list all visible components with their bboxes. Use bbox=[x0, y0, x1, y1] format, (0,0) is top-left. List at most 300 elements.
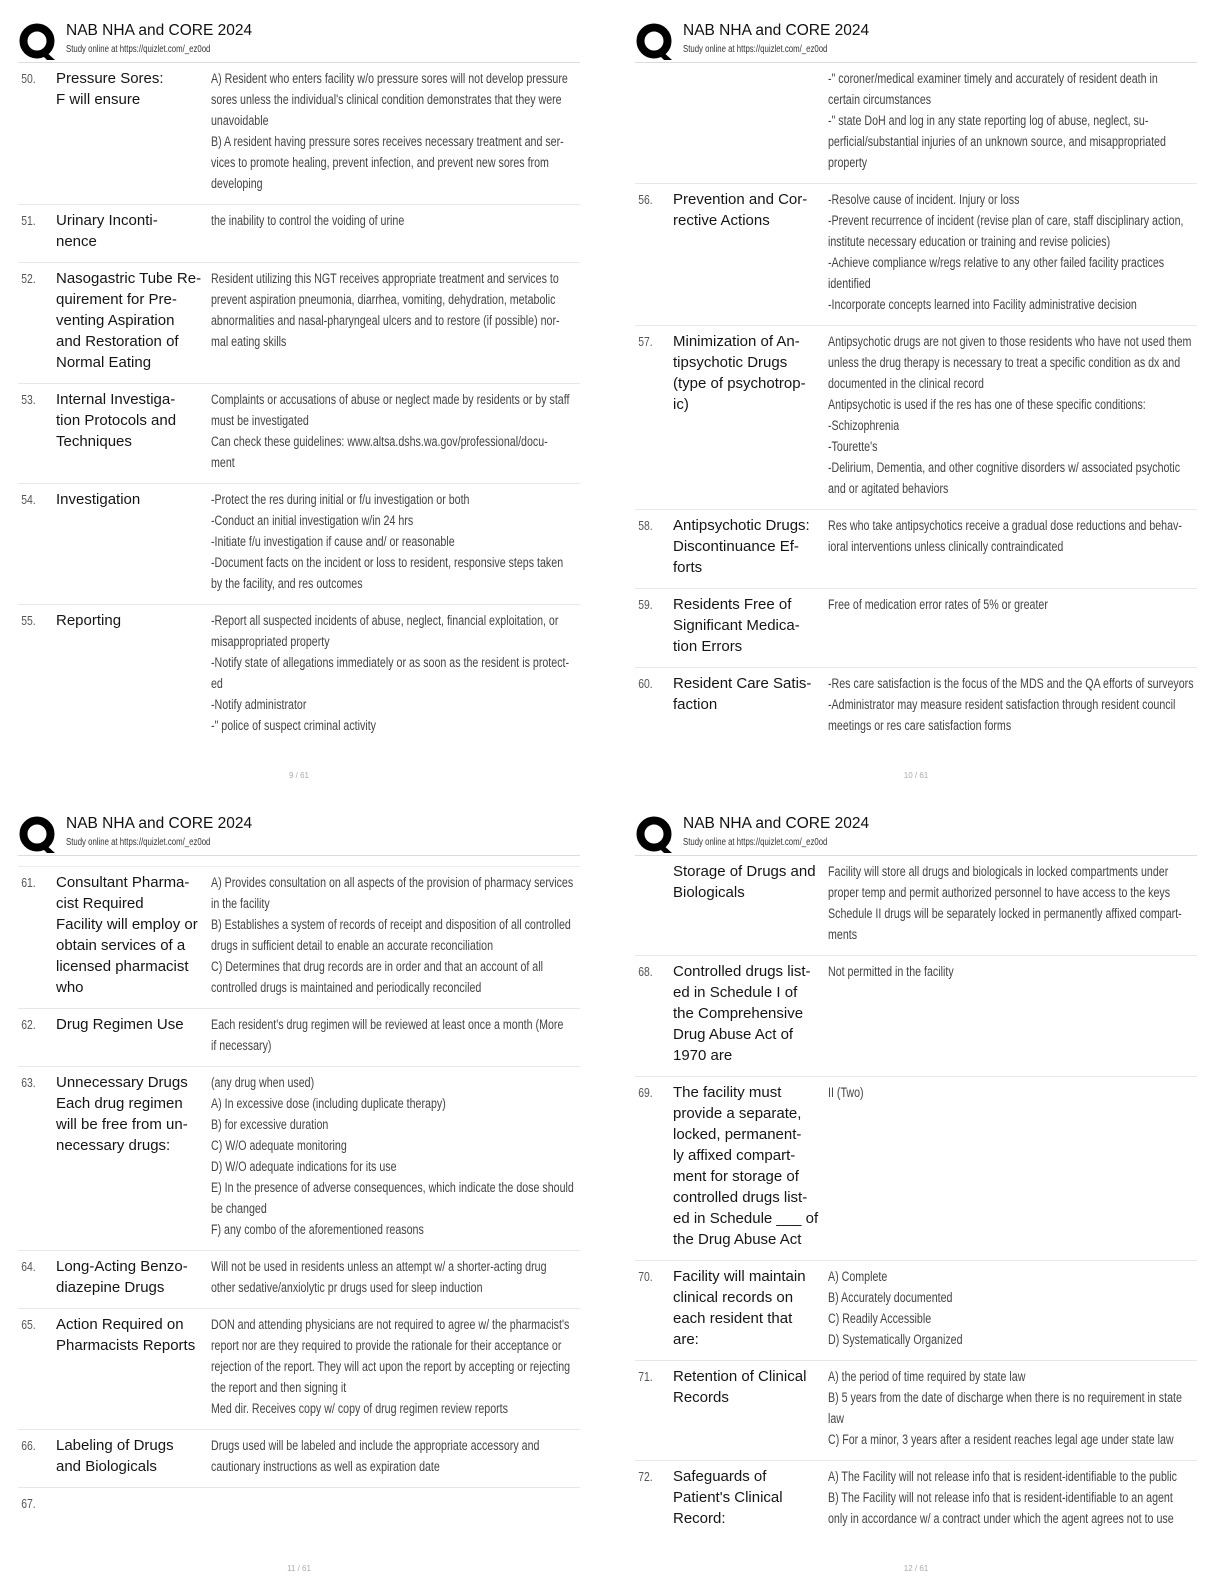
quizlet-logo-icon bbox=[18, 22, 58, 62]
page-number: 9 / 61 bbox=[288, 771, 309, 780]
term-line: Action Required on bbox=[56, 1316, 184, 1333]
term-line: Urinary Inconti- bbox=[56, 212, 158, 229]
definition-line: in the facility bbox=[211, 896, 270, 911]
term-line: Resident Care Satis- bbox=[673, 675, 812, 692]
term-line: Labeling of Drugs bbox=[56, 1437, 174, 1454]
card-term bbox=[673, 1466, 828, 1529]
flashcard-row bbox=[18, 63, 580, 205]
card-number: 57. bbox=[638, 334, 653, 349]
card-definition bbox=[211, 268, 573, 373]
term-line: Each drug regimen bbox=[56, 1095, 183, 1112]
document-page bbox=[18, 20, 580, 780]
definition-line: property bbox=[828, 155, 868, 170]
card-definition bbox=[828, 331, 1190, 499]
term-line: Investigation bbox=[56, 491, 141, 508]
term-line: Pressure Sores: bbox=[56, 70, 164, 87]
card-number: 69. bbox=[638, 1085, 653, 1100]
definition-line: be changed bbox=[211, 1201, 267, 1216]
flashcard-row bbox=[18, 867, 580, 1009]
flashcard-row bbox=[18, 1488, 580, 1524]
page-number: 11 / 61 bbox=[287, 1564, 311, 1573]
flashcard-row bbox=[635, 510, 1197, 589]
definition-line: B) for excessive duration bbox=[211, 1117, 329, 1132]
definition-line: B) Accurately documented bbox=[828, 1290, 953, 1305]
card-term bbox=[673, 331, 828, 499]
term-line: Storage of Drugs and bbox=[673, 863, 816, 880]
study-online-link[interactable]: Study online at https://quizlet.com/_ez0od bbox=[683, 837, 828, 848]
term-line: locked, permanent- bbox=[673, 1126, 802, 1143]
card-definition bbox=[211, 1014, 573, 1056]
card-definition bbox=[211, 1314, 573, 1419]
definition-line: Antipsychotic is used if the res has one of these specific conditions: bbox=[828, 397, 1146, 412]
page-number: 10 / 61 bbox=[903, 771, 929, 780]
term-line: Antipsychotic Drugs: bbox=[673, 517, 810, 534]
definition-line: -Notify administrator bbox=[211, 697, 307, 712]
term-line: Patient's Clinical bbox=[673, 1489, 783, 1506]
card-definition bbox=[828, 1366, 1190, 1450]
term-line: ly affixed compart- bbox=[673, 1147, 796, 1164]
study-online-link[interactable]: Study online at https://quizlet.com/_ez0od bbox=[683, 44, 828, 55]
term-line: Pharmacists Reports bbox=[56, 1337, 196, 1354]
definition-line: Not permitted in the facility bbox=[828, 964, 954, 979]
definition-line: A) Resident who enters facility w/o pressure sores will not develop pressure bbox=[211, 71, 568, 86]
definition-line: -Delirium, Dementia, and other cognitive disorders w/ associated psychotic bbox=[828, 460, 1181, 475]
definition-line: A) the period of time required by state law bbox=[828, 1369, 1026, 1384]
card-definition bbox=[211, 1256, 573, 1298]
definition-line: C) W/O adequate monitoring bbox=[211, 1138, 347, 1153]
card-term bbox=[56, 610, 211, 736]
card-term bbox=[673, 189, 828, 315]
card-number: 53. bbox=[21, 392, 36, 407]
definition-line: cautionary instructions as well as expiration date bbox=[211, 1459, 440, 1474]
definition-line: misappropriated property bbox=[211, 634, 330, 649]
definition-line: by the facility, and res outcomes bbox=[211, 576, 363, 591]
definition-line: Each resident's drug regimen will be reviewed at least once a month (More bbox=[211, 1017, 564, 1032]
card-term bbox=[56, 1493, 211, 1514]
card-term bbox=[56, 1314, 211, 1419]
card-term bbox=[673, 515, 828, 578]
definition-line: B) 5 years from the date of discharge when there is no requirement in state bbox=[828, 1390, 1182, 1405]
definition-line: -Resolve cause of incident. Injury or loss bbox=[828, 192, 1020, 207]
card-definition bbox=[828, 1266, 1190, 1350]
definition-line: Antipsychotic drugs are not given to those residents who have not used them bbox=[828, 334, 1192, 349]
definition-text bbox=[828, 189, 1187, 315]
flashcard-row bbox=[18, 1309, 580, 1430]
set-title: NAB NHA and CORE 2024 bbox=[683, 22, 870, 39]
definition-line: DON and attending physicians are not required to agree w/ the pharmacist's bbox=[211, 1317, 570, 1332]
definition-line: proper temp and permit authorized personnel to have access to the keys bbox=[828, 885, 1171, 900]
definition-line: Can check these guidelines: www.altsa.dshs.wa.gov/professional/docu- bbox=[211, 434, 548, 449]
definition-line: must be investigated bbox=[211, 413, 309, 428]
definition-text bbox=[828, 961, 1187, 982]
divider bbox=[18, 856, 580, 867]
definition-text bbox=[828, 515, 1187, 557]
term-line: licensed pharmacist bbox=[56, 958, 189, 975]
definition-text bbox=[211, 610, 570, 736]
term-line: tipsychotic Drugs bbox=[673, 354, 788, 371]
card-definition bbox=[211, 210, 573, 252]
term-line: Nasogastric Tube Re- bbox=[56, 270, 202, 287]
card-number: 67. bbox=[21, 1496, 36, 1511]
card-number: 60. bbox=[638, 676, 653, 691]
card-term bbox=[56, 389, 211, 473]
card-term bbox=[56, 872, 211, 998]
card-number: 52. bbox=[21, 271, 36, 286]
term-line: Long-Acting Benzo- bbox=[56, 1258, 188, 1275]
term-line: Discontinuance Ef- bbox=[673, 538, 799, 555]
term-line: Controlled drugs list- bbox=[673, 963, 811, 980]
card-term bbox=[673, 1366, 828, 1450]
definition-line: C) Determines that drug records are in order and that an account of all bbox=[211, 959, 543, 974]
document-page bbox=[635, 20, 1197, 780]
flashcard-row bbox=[635, 63, 1197, 184]
term-line: ed in Schedule I of bbox=[673, 984, 798, 1001]
flashcard-row bbox=[635, 1077, 1197, 1261]
card-number: 54. bbox=[21, 492, 36, 507]
card-term bbox=[673, 594, 828, 657]
term-line: Facility will maintain bbox=[673, 1268, 806, 1285]
card-term bbox=[56, 1014, 211, 1056]
term-line: and Biologicals bbox=[56, 1458, 157, 1475]
definition-text bbox=[211, 1256, 570, 1298]
card-number bbox=[635, 68, 665, 173]
definition-line: rejection of the report. They will act upon the report by accepting or rejecting bbox=[211, 1359, 571, 1374]
term-line: cist Required bbox=[56, 895, 144, 912]
card-number: 72. bbox=[638, 1469, 653, 1484]
definition-line: -Administrator may measure resident satisfaction through resident council bbox=[828, 697, 1176, 712]
definition-line: if necessary) bbox=[211, 1038, 272, 1053]
card-term bbox=[673, 1082, 828, 1250]
definition-line: A) The Facility will not release info that is resident-identifiable to the public bbox=[828, 1469, 1177, 1484]
card-number: 59. bbox=[638, 597, 653, 612]
card-number: 70. bbox=[638, 1269, 653, 1284]
definition-line: II (Two) bbox=[828, 1085, 864, 1100]
definition-line: and or agitated behaviors bbox=[828, 481, 949, 496]
definition-line: D) W/O adequate indications for its use bbox=[211, 1159, 397, 1174]
definition-line: A) Provides consultation on all aspects of the provision of pharmacy services bbox=[211, 875, 574, 890]
definition-line: ments bbox=[828, 927, 858, 942]
term-line: Reporting bbox=[56, 612, 122, 629]
definition-text bbox=[828, 594, 1187, 615]
flashcard-row bbox=[18, 484, 580, 605]
card-definition bbox=[211, 1493, 573, 1514]
term-line: Minimization of An- bbox=[673, 333, 800, 350]
study-online-link[interactable]: Study online at https://quizlet.com/_ez0od bbox=[66, 837, 211, 848]
card-number: 51. bbox=[21, 213, 36, 228]
set-title: NAB NHA and CORE 2024 bbox=[683, 815, 870, 832]
definition-line: B) Establishes a system of records of receipt and disposition of all controlled bbox=[211, 917, 571, 932]
definition-text bbox=[211, 68, 570, 194]
card-definition bbox=[211, 1435, 573, 1477]
flashcard-row bbox=[18, 605, 580, 746]
definition-line: Med dir. Receives copy w/ copy of drug regimen review reports bbox=[211, 1401, 508, 1416]
flashcard-row bbox=[635, 956, 1197, 1077]
definition-line: unless the drug therapy is necessary to treat a specific condition as dx and bbox=[828, 355, 1181, 370]
definition-line: Resident utilizing this NGT receives appropriate treatment and services to bbox=[211, 271, 559, 286]
definition-line: prevent aspiration pneumonia, diarrhea, vomiting, dehydration, metabolic bbox=[211, 292, 556, 307]
definition-text bbox=[211, 1072, 574, 1240]
term-line: Safeguards of bbox=[673, 1468, 767, 1485]
term-line: Drug Regimen Use bbox=[56, 1016, 184, 1033]
definition-line: institute necessary education or training and revise policies) bbox=[828, 234, 1111, 249]
definition-line: Complaints or accusations of abuse or neglect made by residents or by staff bbox=[211, 392, 570, 407]
definition-line: Drugs used will be labeled and include the appropriate accessory and bbox=[211, 1438, 540, 1453]
definition-text bbox=[828, 68, 1187, 173]
study-online-link[interactable]: Study online at https://quizlet.com/_ez0od bbox=[66, 44, 211, 55]
definition-line: -Incorporate concepts learned into Facility administrative decision bbox=[828, 297, 1137, 312]
definition-line: (any drug when used) bbox=[211, 1075, 315, 1090]
term-line: (type of psychotrop- bbox=[673, 375, 806, 392]
definition-text bbox=[828, 1266, 1187, 1350]
definition-line: ed bbox=[211, 676, 223, 691]
card-term bbox=[56, 489, 211, 594]
card-definition bbox=[828, 1466, 1190, 1529]
card-number: 64. bbox=[21, 1259, 36, 1274]
term-line: Prevention and Cor- bbox=[673, 191, 808, 208]
card-term bbox=[673, 961, 828, 1066]
card-definition bbox=[211, 489, 573, 594]
card-number: 55. bbox=[21, 613, 36, 628]
definition-text bbox=[828, 861, 1187, 945]
definition-line: C) For a minor, 3 years after a resident reaches legal age under state law bbox=[828, 1432, 1174, 1447]
card-definition bbox=[828, 961, 1190, 1066]
definition-line: -Conduct an initial investigation w/in 24 hrs bbox=[211, 513, 414, 528]
definition-line: documented in the clinical record bbox=[828, 376, 984, 391]
card-term bbox=[56, 210, 211, 252]
term-line: provide a separate, bbox=[673, 1105, 802, 1122]
definition-text bbox=[211, 389, 570, 473]
definition-line: C) Readily Accessible bbox=[828, 1311, 932, 1326]
definition-line: developing bbox=[211, 176, 263, 191]
term-line: forts bbox=[673, 559, 703, 576]
definition-line: ment bbox=[211, 455, 235, 470]
definition-text bbox=[828, 673, 1194, 736]
card-definition bbox=[828, 189, 1190, 315]
definition-text bbox=[828, 331, 1192, 499]
definition-text bbox=[211, 489, 570, 594]
card-definition bbox=[211, 872, 573, 998]
flashcard-row bbox=[18, 384, 580, 484]
card-term bbox=[56, 1072, 211, 1240]
flashcard-row bbox=[635, 326, 1197, 510]
card-term bbox=[673, 673, 828, 736]
definition-line: F) any combo of the aforementioned reasons bbox=[211, 1222, 424, 1237]
flashcard-row bbox=[18, 205, 580, 263]
card-term bbox=[56, 268, 211, 373]
term-line: quirement for Pre- bbox=[56, 291, 177, 308]
document-page bbox=[18, 813, 580, 1573]
definition-line: -" police of suspect criminal activity bbox=[211, 718, 377, 733]
definition-line: -Tourette's bbox=[828, 439, 878, 454]
term-line: the Comprehensive bbox=[673, 1005, 804, 1022]
definition-line: -Initiate f/u investigation if cause and/ or reasonable bbox=[211, 534, 455, 549]
definition-line: ioral interventions unless clinically contraindicated bbox=[828, 539, 1064, 554]
definition-line: D) Systematically Organized bbox=[828, 1332, 963, 1347]
card-number: 71. bbox=[638, 1369, 653, 1384]
term-line: Residents Free of bbox=[673, 596, 792, 613]
page-header bbox=[635, 20, 1197, 63]
term-line: faction bbox=[673, 696, 718, 713]
card-definition bbox=[828, 594, 1190, 657]
term-line: Normal Eating bbox=[56, 354, 152, 371]
definition-line: vices to promote healing, prevent infection, and prevent new sores from bbox=[211, 155, 549, 170]
page-header bbox=[635, 813, 1197, 856]
definition-line: A) In excessive dose (including duplicate therapy) bbox=[211, 1096, 446, 1111]
term-line: diazepine Drugs bbox=[56, 1279, 165, 1296]
card-definition bbox=[828, 861, 1190, 945]
term-line: the Drug Abuse Act bbox=[673, 1231, 802, 1248]
flashcard-row bbox=[635, 1261, 1197, 1361]
definition-text bbox=[211, 210, 570, 231]
term-line: who bbox=[56, 979, 84, 996]
flashcard-row bbox=[18, 1009, 580, 1067]
definition-line: -" coroner/medical examiner timely and accurately of resident death in bbox=[828, 71, 1158, 86]
term-line: ic) bbox=[673, 396, 689, 413]
card-number: 63. bbox=[21, 1075, 36, 1090]
definition-line: Schedule II drugs will be separately locked in permanently affixed compart- bbox=[828, 906, 1182, 921]
term-line: and Restoration of bbox=[56, 333, 179, 350]
term-line: tion Protocols and bbox=[56, 412, 177, 429]
term-line: each resident that bbox=[673, 1310, 793, 1327]
definition-line: -Notify state of allegations immediately or as soon as the resident is protect- bbox=[211, 655, 570, 670]
flashcard-row bbox=[18, 1430, 580, 1488]
term-line: obtain services of a bbox=[56, 937, 186, 954]
card-definition bbox=[211, 610, 573, 736]
card-term bbox=[56, 68, 211, 194]
definition-line: unavoidable bbox=[211, 113, 269, 128]
definition-line: -Res care satisfaction is the focus of the MDS and the QA efforts of surveyors bbox=[828, 676, 1194, 691]
definition-line: -Document facts on the incident or loss to resident, responsive steps taken bbox=[211, 555, 564, 570]
card-definition bbox=[211, 389, 573, 473]
card-term bbox=[56, 1256, 211, 1298]
definition-line: the report and then signing it bbox=[211, 1380, 347, 1395]
definition-line: -Achieve compliance w/regs relative to any other failed facility practices bbox=[828, 255, 1165, 270]
term-line: Facility will employ or bbox=[56, 916, 198, 933]
term-line: ment for storage of bbox=[673, 1168, 799, 1185]
term-line: Techniques bbox=[56, 433, 132, 450]
card-definition bbox=[211, 1072, 573, 1240]
card-number: 68. bbox=[638, 964, 653, 979]
quizlet-logo-icon bbox=[635, 22, 675, 62]
term-line: The facility must bbox=[673, 1084, 782, 1101]
flashcard-row bbox=[18, 1251, 580, 1309]
card-term bbox=[673, 68, 828, 173]
term-line: Significant Medica- bbox=[673, 617, 800, 634]
definition-line: -" state DoH and log in any state reporting log of abuse, neglect, su- bbox=[828, 113, 1149, 128]
definition-text bbox=[211, 872, 574, 998]
card-definition bbox=[828, 1082, 1190, 1250]
term-line: Records bbox=[673, 1389, 729, 1406]
page-header bbox=[18, 20, 580, 63]
flashcard-row bbox=[635, 1461, 1197, 1539]
definition-text bbox=[828, 1466, 1187, 1529]
card-number: 65. bbox=[21, 1317, 36, 1332]
definition-line: Free of medication error rates of 5% or greater bbox=[828, 597, 1048, 612]
definition-line: identified bbox=[828, 276, 871, 291]
card-number: 50. bbox=[21, 71, 36, 86]
term-line: are: bbox=[673, 1331, 699, 1348]
definition-text bbox=[828, 1082, 1187, 1103]
document-page bbox=[635, 813, 1197, 1573]
term-line: Drug Abuse Act of bbox=[673, 1026, 794, 1043]
term-line: ed in Schedule ___ of bbox=[673, 1210, 819, 1227]
definition-line: the inability to control the voiding of urine bbox=[211, 213, 405, 228]
definition-line: Facility will store all drugs and biologicals in locked compartments under bbox=[828, 864, 1169, 879]
flashcard-row bbox=[635, 668, 1197, 746]
card-definition bbox=[211, 68, 573, 194]
definition-line: meetings or res care satisfaction forms bbox=[828, 718, 1012, 733]
set-title: NAB NHA and CORE 2024 bbox=[66, 22, 253, 39]
definition-line: -Protect the res during initial or f/u investigation or both bbox=[211, 492, 470, 507]
term-line: controlled drugs list- bbox=[673, 1189, 808, 1206]
term-line: venting Aspiration bbox=[56, 312, 175, 329]
flashcard-row bbox=[635, 1361, 1197, 1461]
term-line: Biologicals bbox=[673, 884, 745, 901]
term-line: Internal Investiga- bbox=[56, 391, 176, 408]
definition-line: drugs in sufficient detail to enable an accurate reconciliation bbox=[211, 938, 494, 953]
card-term bbox=[673, 861, 828, 945]
definition-line: E) In the presence of adverse consequences, which indicate the dose should bbox=[211, 1180, 574, 1195]
definition-text bbox=[828, 1366, 1187, 1450]
term-line: Record: bbox=[673, 1510, 726, 1527]
definition-line: report nor are they required to provide the rationale for their acceptance or bbox=[211, 1338, 562, 1353]
card-number bbox=[635, 861, 665, 945]
flashcard-row bbox=[18, 263, 580, 384]
definition-text bbox=[211, 1435, 570, 1477]
definition-text bbox=[211, 268, 570, 352]
flashcard-row bbox=[635, 184, 1197, 326]
term-line: nence bbox=[56, 233, 97, 250]
definition-line: abnormalities and nasal-pharyngeal ulcers and to restore (if possible) nor- bbox=[211, 313, 560, 328]
definition-line: -Schizophrenia bbox=[828, 418, 900, 433]
page-header bbox=[18, 813, 580, 856]
card-number: 62. bbox=[21, 1017, 36, 1032]
term-line: clinical records on bbox=[673, 1289, 794, 1306]
definition-line: certain circumstances bbox=[828, 92, 932, 107]
definition-line: controlled drugs is maintained and periodically reconciled bbox=[211, 980, 482, 995]
definition-line: B) The Facility will not release info that is resident-identifiable to an agent bbox=[828, 1490, 1173, 1505]
definition-line: Res who take antipsychotics receive a gradual dose reductions and behav- bbox=[828, 518, 1182, 533]
term-line: F will ensure bbox=[56, 91, 141, 108]
definition-text bbox=[211, 1014, 570, 1056]
definition-line: B) A resident having pressure sores receives necessary treatment and ser- bbox=[211, 134, 564, 149]
flashcard-row bbox=[635, 589, 1197, 668]
definition-line: sores unless the individual's clinical condition demonstrates that they were bbox=[211, 92, 562, 107]
card-number: 66. bbox=[21, 1438, 36, 1453]
term-line: rective Actions bbox=[673, 212, 770, 229]
flashcard-row bbox=[635, 856, 1197, 956]
definition-text bbox=[211, 1314, 570, 1419]
set-title: NAB NHA and CORE 2024 bbox=[66, 815, 253, 832]
card-definition bbox=[828, 515, 1190, 578]
flashcard-row bbox=[18, 1067, 580, 1251]
term-line: tion Errors bbox=[673, 638, 743, 655]
definition-line: mal eating skills bbox=[211, 334, 287, 349]
term-line: Consultant Pharma- bbox=[56, 874, 190, 891]
card-number: 56. bbox=[638, 192, 653, 207]
card-number: 58. bbox=[638, 518, 653, 533]
term-line: will be free from un- bbox=[56, 1116, 188, 1133]
card-definition bbox=[828, 68, 1190, 173]
term-line: necessary drugs: bbox=[56, 1137, 171, 1154]
definition-line: perficial/substantial injuries of an unknown source, and misappropriated bbox=[828, 134, 1166, 149]
quizlet-logo-icon bbox=[18, 815, 58, 855]
term-line: Unnecessary Drugs bbox=[56, 1074, 188, 1091]
definition-line: only in accordance w/ a contract under which the agent agrees not to use bbox=[828, 1511, 1174, 1526]
page-number: 12 / 61 bbox=[903, 1564, 929, 1573]
term-line: Retention of Clinical bbox=[673, 1368, 807, 1385]
definition-line: other sedative/anxiolytic pr drugs used for sleep induction bbox=[211, 1280, 483, 1295]
